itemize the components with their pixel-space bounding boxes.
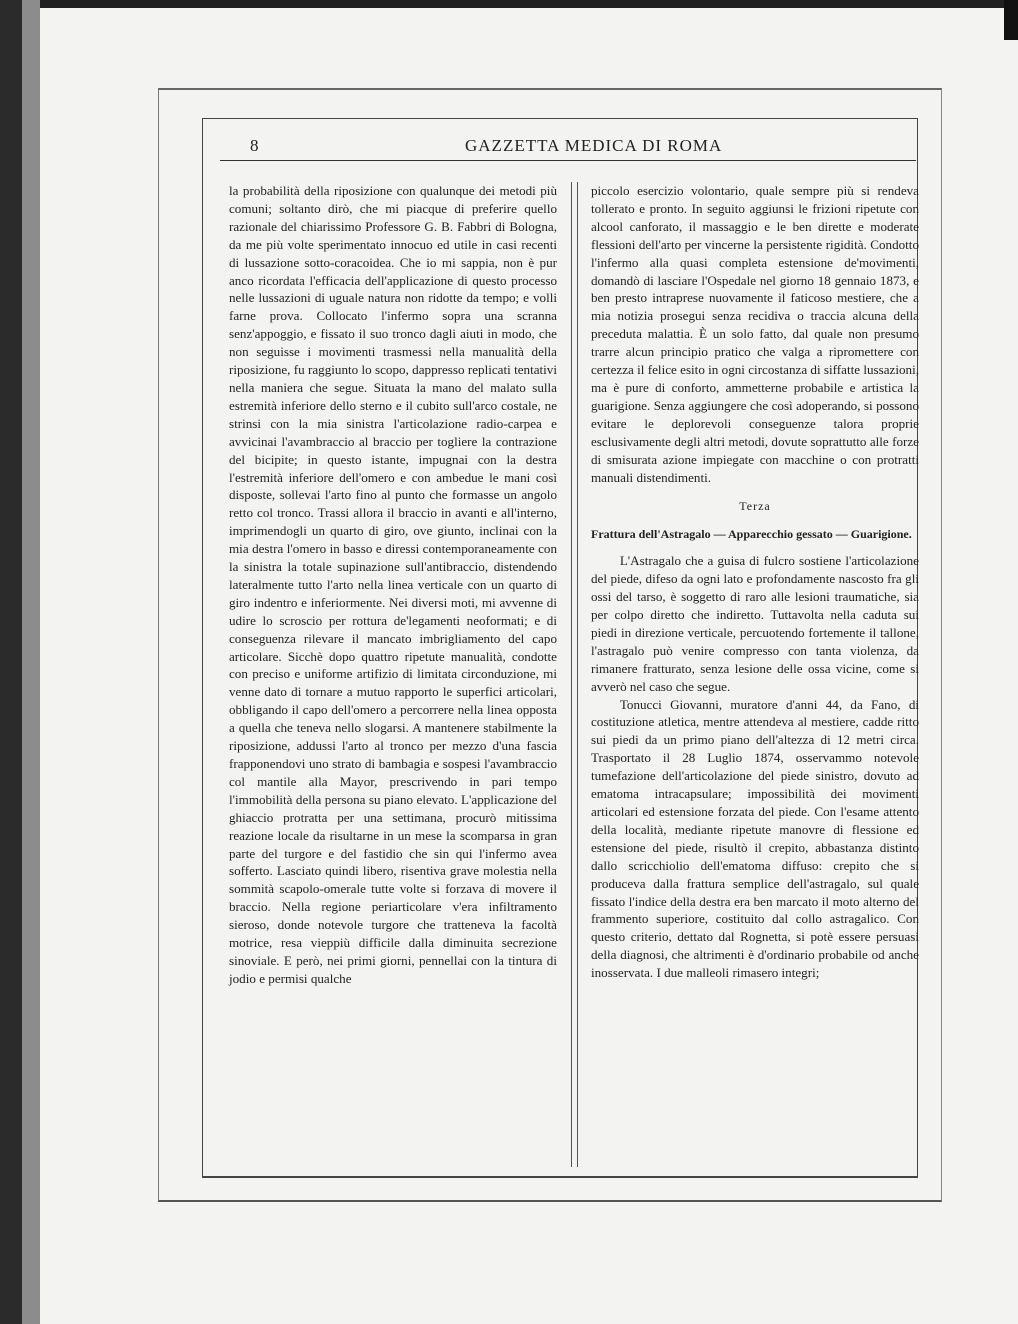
scan-left-edge [0,0,22,1324]
page-header [250,136,918,160]
case-title: Frattura dell'Astragalo — Apparecchio gessato — Guarigione. [591,527,912,542]
header-rule [220,160,916,161]
scan-left-margin [22,0,40,1324]
scan-right-corner [1004,0,1018,40]
footer-rule [202,1176,918,1177]
right-column [591,182,919,982]
column-divider [571,182,578,1167]
paragraph-astragalus: L'Astragalo che a guisa di fulcro sostiene l'articolazione del piede, difeso da ogni lato e profondamente nascosto fra gli ossi del tarso, è soggetto di raro alle lesioni traumatiche, sia per colpo diretto che indiretto. Tuttavolta nella caduta sui piedi in direzione verticale, percuotendo fortemente il tallone, l'astragalo può venire compresso con tanta violenza, da rimanere fratturato, senza lesione delle ossa vicine, come si avverò nel caso che segue. [591,553,919,694]
scan-top-edge [0,0,1018,8]
left-column [229,182,557,988]
running-title: GAZZETTA MEDICA DI ROMA [465,136,723,155]
paragraph-case-report: Tonucci Giovanni, muratore d'anni 44, da Fano, di costituzione atletica, mentre attendeva al mestiere, cadde ritto sui piedi da un primo piano dell'altezza di 12 metri circa. Trasportato il 28 Luglio 1874, osservammo notevole tumefazione dell'articolazione del piede sinistro, dovuto ad ematoma intracapsulare; impossibilità dei movimenti articolari ed estensione forzata del piede. Con l'esame attento della località, mediante ripetute manovre di flessione ed estensione del piede, risultò il crepito, abbastanza distinto dallo scricchiolio dell'ematoma diffuso: crepito che si produceva dalla frattura semplice dell'astragalo, sul quale fissato l'indice della destra era ben marcato il moto alterno del frammento superiore, costituito dal collo astragalico. Con questo criterio, dettato dal Rognetta, si potè essere persuasi della diagnosi, che altrimenti è d'ordinario probabile od anche inosservata. I due malleoli rimasero integri; [591,696,919,981]
page-number: 8 [250,136,259,155]
section-title: Terza [739,499,771,514]
paragraph-conclusion: piccolo esercizio volontario, quale sempre più si rendeva tollerato e pronto. In seguito aggiunsi le frizioni ripetute con alcool canforato, il massaggio e le ben dirette e moderate flessioni dell'arto per vincerne la persistente rigidità. Condotto l'infermo alla quasi completa estensione de'movimenti, domandò di lasciare l'Ospedale nel giorno 18 gennaio 1873, e ben presto intraprese nuovamente il faticoso mestiere, che a mia notizia prosegui senza recidiva o traccia alcuna della preceduta malattia. È un solo fatto, dal quale non presumo trarre alcun principio pratico che valga a ripromettere con certezza il felice esito in ogni circostanza di siffatte lussazioni, ma è pure di conforto, ammetterne probabile e artistica la guarigione. Senza aggiungere che così adoperando, si possono evitare le deplorevoli conseguenze talora proprie esclusivamente degli altri metodi, dovute soprattutto alle forze di smisurata azione impiegate con macchine o con protratti manuali distendimenti. [591,183,919,485]
left-column-text: la probabilità della riposizione con qualunque dei metodi più comuni; soltanto dirò, che mi piacque di preferire quello razionale del chiarissimo Professore G. B. Fabbri di Bologna, da me più volte sperimentato innocuo ed utile in casi recenti di lussazione sotto-coracoidea. Che io mi sappia, non è pur anco ricordata l'efficacia dell'applicazione di questo processo nelle lussazioni di uguale natura non ridotte da tempo; e volli farne prova. Collocato l'infermo sopra una scranna senz'appoggio, e fissato il suo tronco dagli aiuti in modo, che non seguisse i movimenti trasmessi nella manualità della riposizione, fu raggiunto lo scopo, dappresso replicati tentativi nella maniera che segue. Situata la mano del malato sulla estremità inferiore dello sterno e il cubito sull'arco costale, ne strinsi con la mia sinistra l'articolazione radio-carpea e avvicinai l'avambraccio al braccio per togliere la contrazione del bicipite; in questo istante, impugnai con la destra l'estremità inferiore dell'omero e con ambedue le mani così disposte, sollevai l'arto fino al punto che formasse un angolo retto col tronco. Trassi allora il braccio in avanti e all'interno, imprimendogli un quarto di giro, ove giunto, inclinai con la mia destra l'omero in basso e diressi contemporaneamente con la sinistra la totale supinazione sull'antibraccio, distendendo lateralmente tutto l'arto nella linea verticale con un quarto di giro indentro e inferiormente. Nei diversi moti, mi avvenne di udire lo scroscio per rottura de'legamenti neoformati; e di conseguenza rilevare il mancato imbrigliamento del capo articolare. Sicchè dopo quattro ripetute manualità, condotte con preciso e uniforme artifizio di limitata circonduzione, mi venne dato di tornare a mutuo rapporto le superfici articolari, obbligando il capo dell'omero a percorrere nella linea opposta a quella che teneva nello slogarsi. A mantenere stabilmente la riposizione, addussi l'arto al tronco per mezzo d'una fascia frapponendovi uno strato di bambagia e sospesi l'avambraccio col mantile alla Mayor, prescrivendo in pari tempo l'immobilità della persona su piano elevato. L'applicazione del ghiaccio protratta per una settimana, procurò mitissima reazione locale da risultarne in un mese la scomparsa in gran parte del turgore e del fastidio che sin qui l'infermo avea sofferto. Lasciato quindi libero, risentiva grave molestia nella sommità scapolo-omerale tutte volte si forzava di movere il braccio. Nella regione periarticolare v'era infiltramento sieroso, donde notevole turgore che tratteneva la facoltà motrice, resa vieppiù difficile dalla diminuita secrezione sinoviale. E però, nei primi giorni, pennellai con la tintura di jodio e permisi qualche [229,183,557,986]
